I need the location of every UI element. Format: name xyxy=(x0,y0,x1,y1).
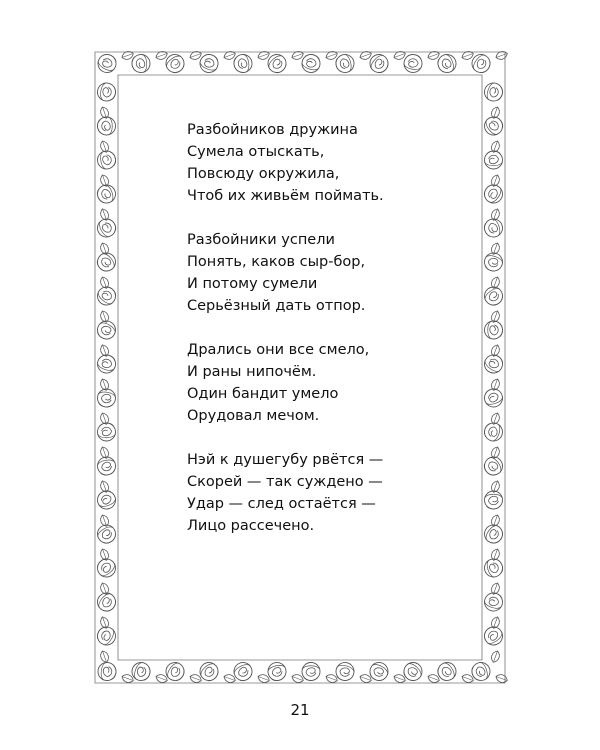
poem-line: Дрались они все смело, xyxy=(187,342,370,358)
rose-icon xyxy=(94,249,119,274)
rose-icon xyxy=(266,661,288,683)
leaf-icon xyxy=(490,650,501,664)
rose-icon xyxy=(302,662,320,680)
rose-icon xyxy=(95,51,119,75)
rose-icon xyxy=(481,113,506,138)
rose-icon xyxy=(94,283,119,308)
rose-icon xyxy=(96,82,117,103)
leaf-icon xyxy=(189,50,203,61)
leaf-icon xyxy=(461,50,475,61)
poem-text xyxy=(187,119,447,559)
rose-icon xyxy=(300,52,322,74)
rose-icon xyxy=(485,491,503,509)
rose-icon xyxy=(162,51,187,76)
rose-icon xyxy=(94,555,119,580)
rose-icon xyxy=(132,54,151,73)
stanza xyxy=(187,119,447,207)
leaf-icon xyxy=(291,50,305,61)
leaf-icon xyxy=(495,50,509,61)
poem-line: Разбойники успели xyxy=(187,232,335,248)
rose-icon xyxy=(481,453,506,478)
rose-icon xyxy=(481,283,506,308)
rose-icon xyxy=(96,150,117,171)
rose-icon xyxy=(481,521,506,546)
stanza xyxy=(187,229,447,317)
poem-line: Скорей — так суждено — xyxy=(187,474,383,490)
poem-line: Удар — след остаётся — xyxy=(187,496,376,512)
poem-line: Орудовал мечом. xyxy=(187,408,320,424)
leaf-icon xyxy=(495,673,509,684)
leaf-icon xyxy=(393,50,407,61)
stanza xyxy=(187,339,447,427)
rose-icon xyxy=(485,321,503,339)
rose-icon xyxy=(94,318,119,343)
poem-line: Разбойников дружина xyxy=(187,122,358,138)
leaf-icon xyxy=(99,650,110,664)
rose-icon xyxy=(481,351,506,376)
rose-icon xyxy=(481,181,506,206)
rose-icon xyxy=(98,423,116,441)
poem-line: Чтоб их живьём поймать. xyxy=(187,188,384,204)
page-number: 21 xyxy=(290,701,310,719)
poem-line: И потому сумели xyxy=(187,276,318,292)
rose-icon xyxy=(94,216,119,241)
poem-line: И раны нипочём. xyxy=(187,364,317,380)
rose-icon xyxy=(485,151,503,169)
rose-icon xyxy=(402,53,423,74)
rose-icon xyxy=(98,117,116,135)
rose-icon xyxy=(468,51,493,76)
rose-icon xyxy=(94,522,119,547)
rose-icon xyxy=(96,388,117,409)
poem-line: Понять, каков сыр-бор, xyxy=(187,254,366,270)
rose-icon xyxy=(231,659,255,683)
rose-icon xyxy=(94,589,119,614)
leaf-icon xyxy=(155,50,169,61)
rose-icon xyxy=(233,53,254,74)
rose-icon xyxy=(366,51,391,76)
poem-line: Повсюду окружила, xyxy=(187,166,340,182)
poem-line: Лицо рассечено. xyxy=(187,518,315,534)
rose-icon xyxy=(94,624,119,649)
rose-icon xyxy=(97,661,117,681)
poem-line: Нэй к душегубу рвётся — xyxy=(187,452,384,468)
poem-line: Серьёзный дать отпор. xyxy=(187,298,366,314)
rose-icon xyxy=(481,623,506,648)
leaf-icon xyxy=(359,50,373,61)
leaf-icon xyxy=(257,50,271,61)
poem-line: Сумела отыскать, xyxy=(187,144,325,160)
rose-icon xyxy=(264,51,289,76)
stanza xyxy=(187,449,447,537)
rose-icon xyxy=(367,659,391,683)
rose-icon xyxy=(334,52,356,74)
rose-icon xyxy=(482,81,505,104)
poem-line: Один бандит умело xyxy=(187,386,339,402)
rose-icon xyxy=(96,456,117,477)
